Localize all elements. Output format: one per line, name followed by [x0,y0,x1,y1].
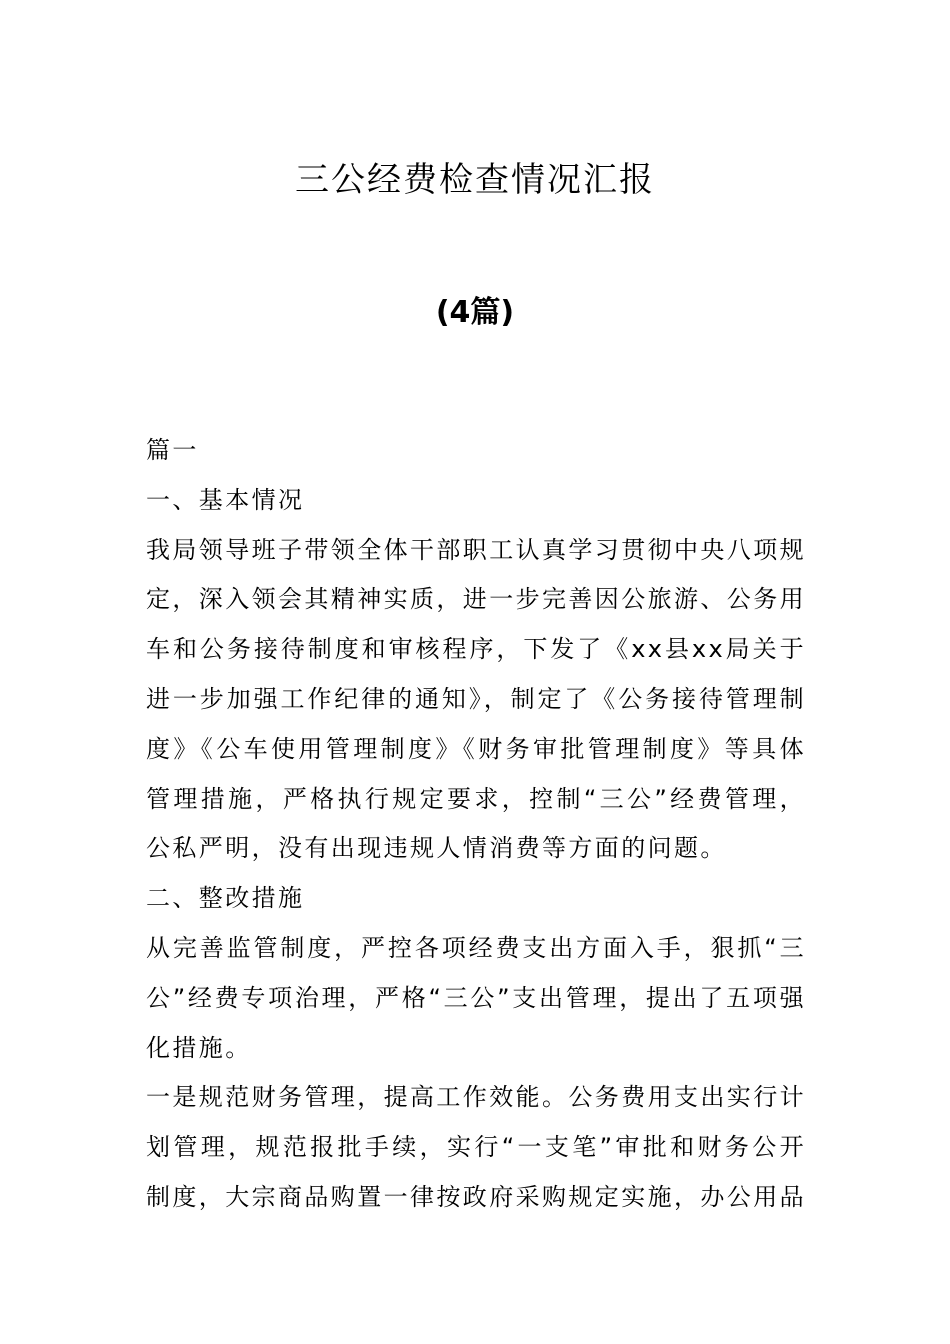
paragraph-rectification-intro: 从完善监管制度，严控各项经费支出方面入手，狠抓“三公”经费专项治理，严格“三公”支出管理，提出了五项强化措施。 [146,933,806,1062]
paragraph-basic-situation: 我局领导班子带领全体干部职工认真学习贯彻中央八项规定，深入领会其精神实质，进一步完善因公旅游、公务用车和公务接待制度和审核程序，下发了《xx县xx局关于进一步加强工作纪律的通知》，制定了《公务接待管理制度》《公车使用管理制度》《财务审批管理制度》等具体管理措施，严格执行规定要求，控制“三公”经费管理，公私严明，没有出现违规人情消费等方面的问题。 [146,535,806,863]
paragraph-measure-one: 一是规范财务管理，提高工作效能。公务费用支出实行计划管理，规范报批手续，实行“一支笔”审批和财务公开制度，大宗商品购置一律按政府采购规定实施，办公用品 [146,1083,806,1211]
document-subtitle: (4篇) [435,295,515,330]
section-label: 篇一 [146,436,199,464]
document-title: 三公经费检查情况汇报 [295,160,655,200]
document-body [146,426,806,1223]
section-heading-rectification: 二、整改措施 [146,884,305,913]
section-heading-basic-situation: 一、基本情况 [146,485,305,514]
